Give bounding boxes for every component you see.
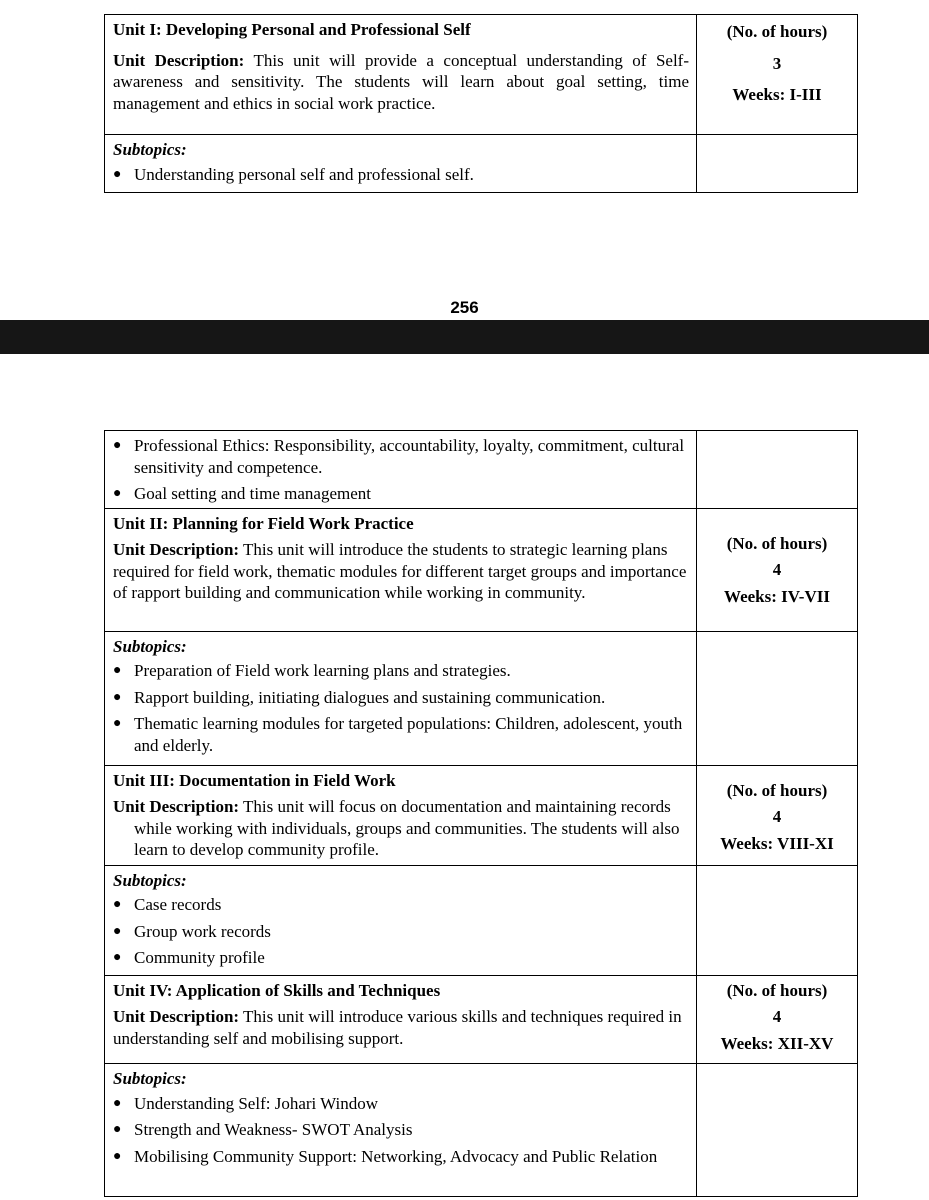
unit1-weeks: Weeks: I-III — [732, 85, 822, 104]
list-item: ● Understanding Self: Johari Window — [113, 1093, 689, 1115]
unit1-hours-cell — [697, 15, 858, 135]
unit2-description-cell — [105, 508, 697, 631]
unit3-weeks: Weeks: VIII-XI — [720, 833, 834, 853]
unit3-subtopics-list — [113, 894, 689, 969]
unit4-title: Unit IV: Application of Skills and Techniques — [113, 980, 441, 1000]
unit3-description — [113, 796, 689, 861]
list-item: ● Understanding personal self and professional self. — [113, 164, 689, 186]
unit4-weeks: Weeks: XII-XV — [720, 1033, 834, 1053]
unit3-subtopics-hours-cell — [697, 865, 858, 975]
unit4-subtopics-cell — [105, 1064, 697, 1197]
list-item: ● Strength and Weakness- SWOT Analysis — [113, 1119, 689, 1141]
unit3-description-label: Unit Description: — [113, 797, 240, 816]
unit3-hours-cell — [697, 765, 858, 865]
unit1-description-text: This unit will provide a conceptual understanding of Self-awareness and sensitivity. The students will learn about goal setting, time management and ethics in social work practice. — [113, 50, 689, 113]
unit2-hours-cell — [697, 508, 858, 631]
unit1-subtopics-hours-cell — [697, 135, 858, 193]
unit2-title: Unit II: Planning for Field Work Practice — [113, 513, 414, 533]
list-item: ● Community profile — [113, 947, 689, 969]
unit1-subtopics-list — [113, 164, 689, 186]
unit2-subtopics-label: Subtopics: — [113, 636, 187, 656]
unit1-description-cell — [105, 15, 697, 135]
unit-table-bottom — [104, 430, 858, 1197]
page-divider-band — [0, 320, 929, 354]
list-item: ● Rapport building, initiating dialogues and sustaining communication. — [113, 687, 689, 709]
unit1-hours-value: 3 — [772, 53, 782, 73]
page-number: 256 — [450, 298, 479, 317]
unit1-continued-hours-cell — [697, 431, 858, 509]
unit1-description-label: Unit Description: — [113, 50, 245, 70]
unit2-subtopics-list — [113, 660, 689, 756]
unit2-description-label: Unit Description: — [113, 540, 240, 559]
list-item: ● Group work records — [113, 921, 689, 943]
unit3-description-text: This unit will focus on documentation and maintaining records while working with individuals, groups and communities. The students will also learn to develop community profile. — [134, 797, 680, 859]
unit3-subtopics-label: Subtopics: — [113, 870, 187, 890]
unit1-continued-list — [113, 435, 689, 505]
list-item: ● Preparation of Field work learning plans and strategies. — [113, 660, 689, 682]
unit1-continued-subtopics-cell — [105, 431, 697, 509]
unit2-hours-label: (No. of hours) — [726, 533, 828, 553]
unit4-description — [113, 1006, 689, 1049]
unit2-hours-value: 4 — [772, 560, 782, 579]
list-item: ● Thematic learning modules for targeted populations: Children, adolescent, youth and elderly. — [113, 713, 689, 756]
unit1-subtopics-cell — [105, 135, 697, 193]
unit-table-top — [104, 14, 858, 193]
unit1-hours-label: (No. of hours) — [726, 22, 828, 41]
unit4-subtopics-label: Subtopics: — [113, 1069, 187, 1088]
unit3-subtopics-cell — [105, 865, 697, 975]
unit1-title: Unit I: Developing Personal and Professional Self — [113, 20, 471, 39]
unit3-title: Unit III: Documentation in Field Work — [113, 770, 396, 790]
unit2-subtopics-cell — [105, 631, 697, 765]
unit4-hours-value: 4 — [772, 1007, 782, 1026]
unit4-description-label: Unit Description: — [113, 1007, 240, 1026]
unit2-subtopics-hours-cell — [697, 631, 858, 765]
list-item: ● Professional Ethics: Responsibility, accountability, loyalty, commitment, cultural sensitivity and competence. — [113, 435, 689, 478]
unit3-description-cell — [105, 765, 697, 865]
unit3-hours-label: (No. of hours) — [726, 780, 828, 800]
unit2-description — [113, 539, 689, 604]
unit4-hours-label: (No. of hours) — [726, 980, 828, 1000]
unit2-description-text: This unit will introduce the students to strategic learning plans required for field work, thematic modules for different target groups and importance of rapport building and communication while working in community. — [113, 540, 687, 602]
list-item: ● Goal setting and time management — [113, 483, 689, 505]
unit4-subtopics-list — [113, 1093, 689, 1168]
list-item: ● Case records — [113, 894, 689, 916]
unit1-description — [113, 50, 689, 115]
unit1-subtopics-label: Subtopics: — [113, 140, 187, 159]
unit4-subtopics-hours-cell — [697, 1064, 858, 1197]
unit3-hours-value: 4 — [772, 807, 782, 826]
unit4-description-text: This unit will introduce various skills and techniques required in understanding self and mobilising support. — [113, 1007, 682, 1048]
unit4-description-cell — [105, 975, 697, 1064]
unit4-hours-cell — [697, 975, 858, 1064]
unit2-weeks: Weeks: IV-VII — [724, 586, 830, 606]
list-item: ● Mobilising Community Support: Networking, Advocacy and Public Relation — [113, 1146, 689, 1168]
